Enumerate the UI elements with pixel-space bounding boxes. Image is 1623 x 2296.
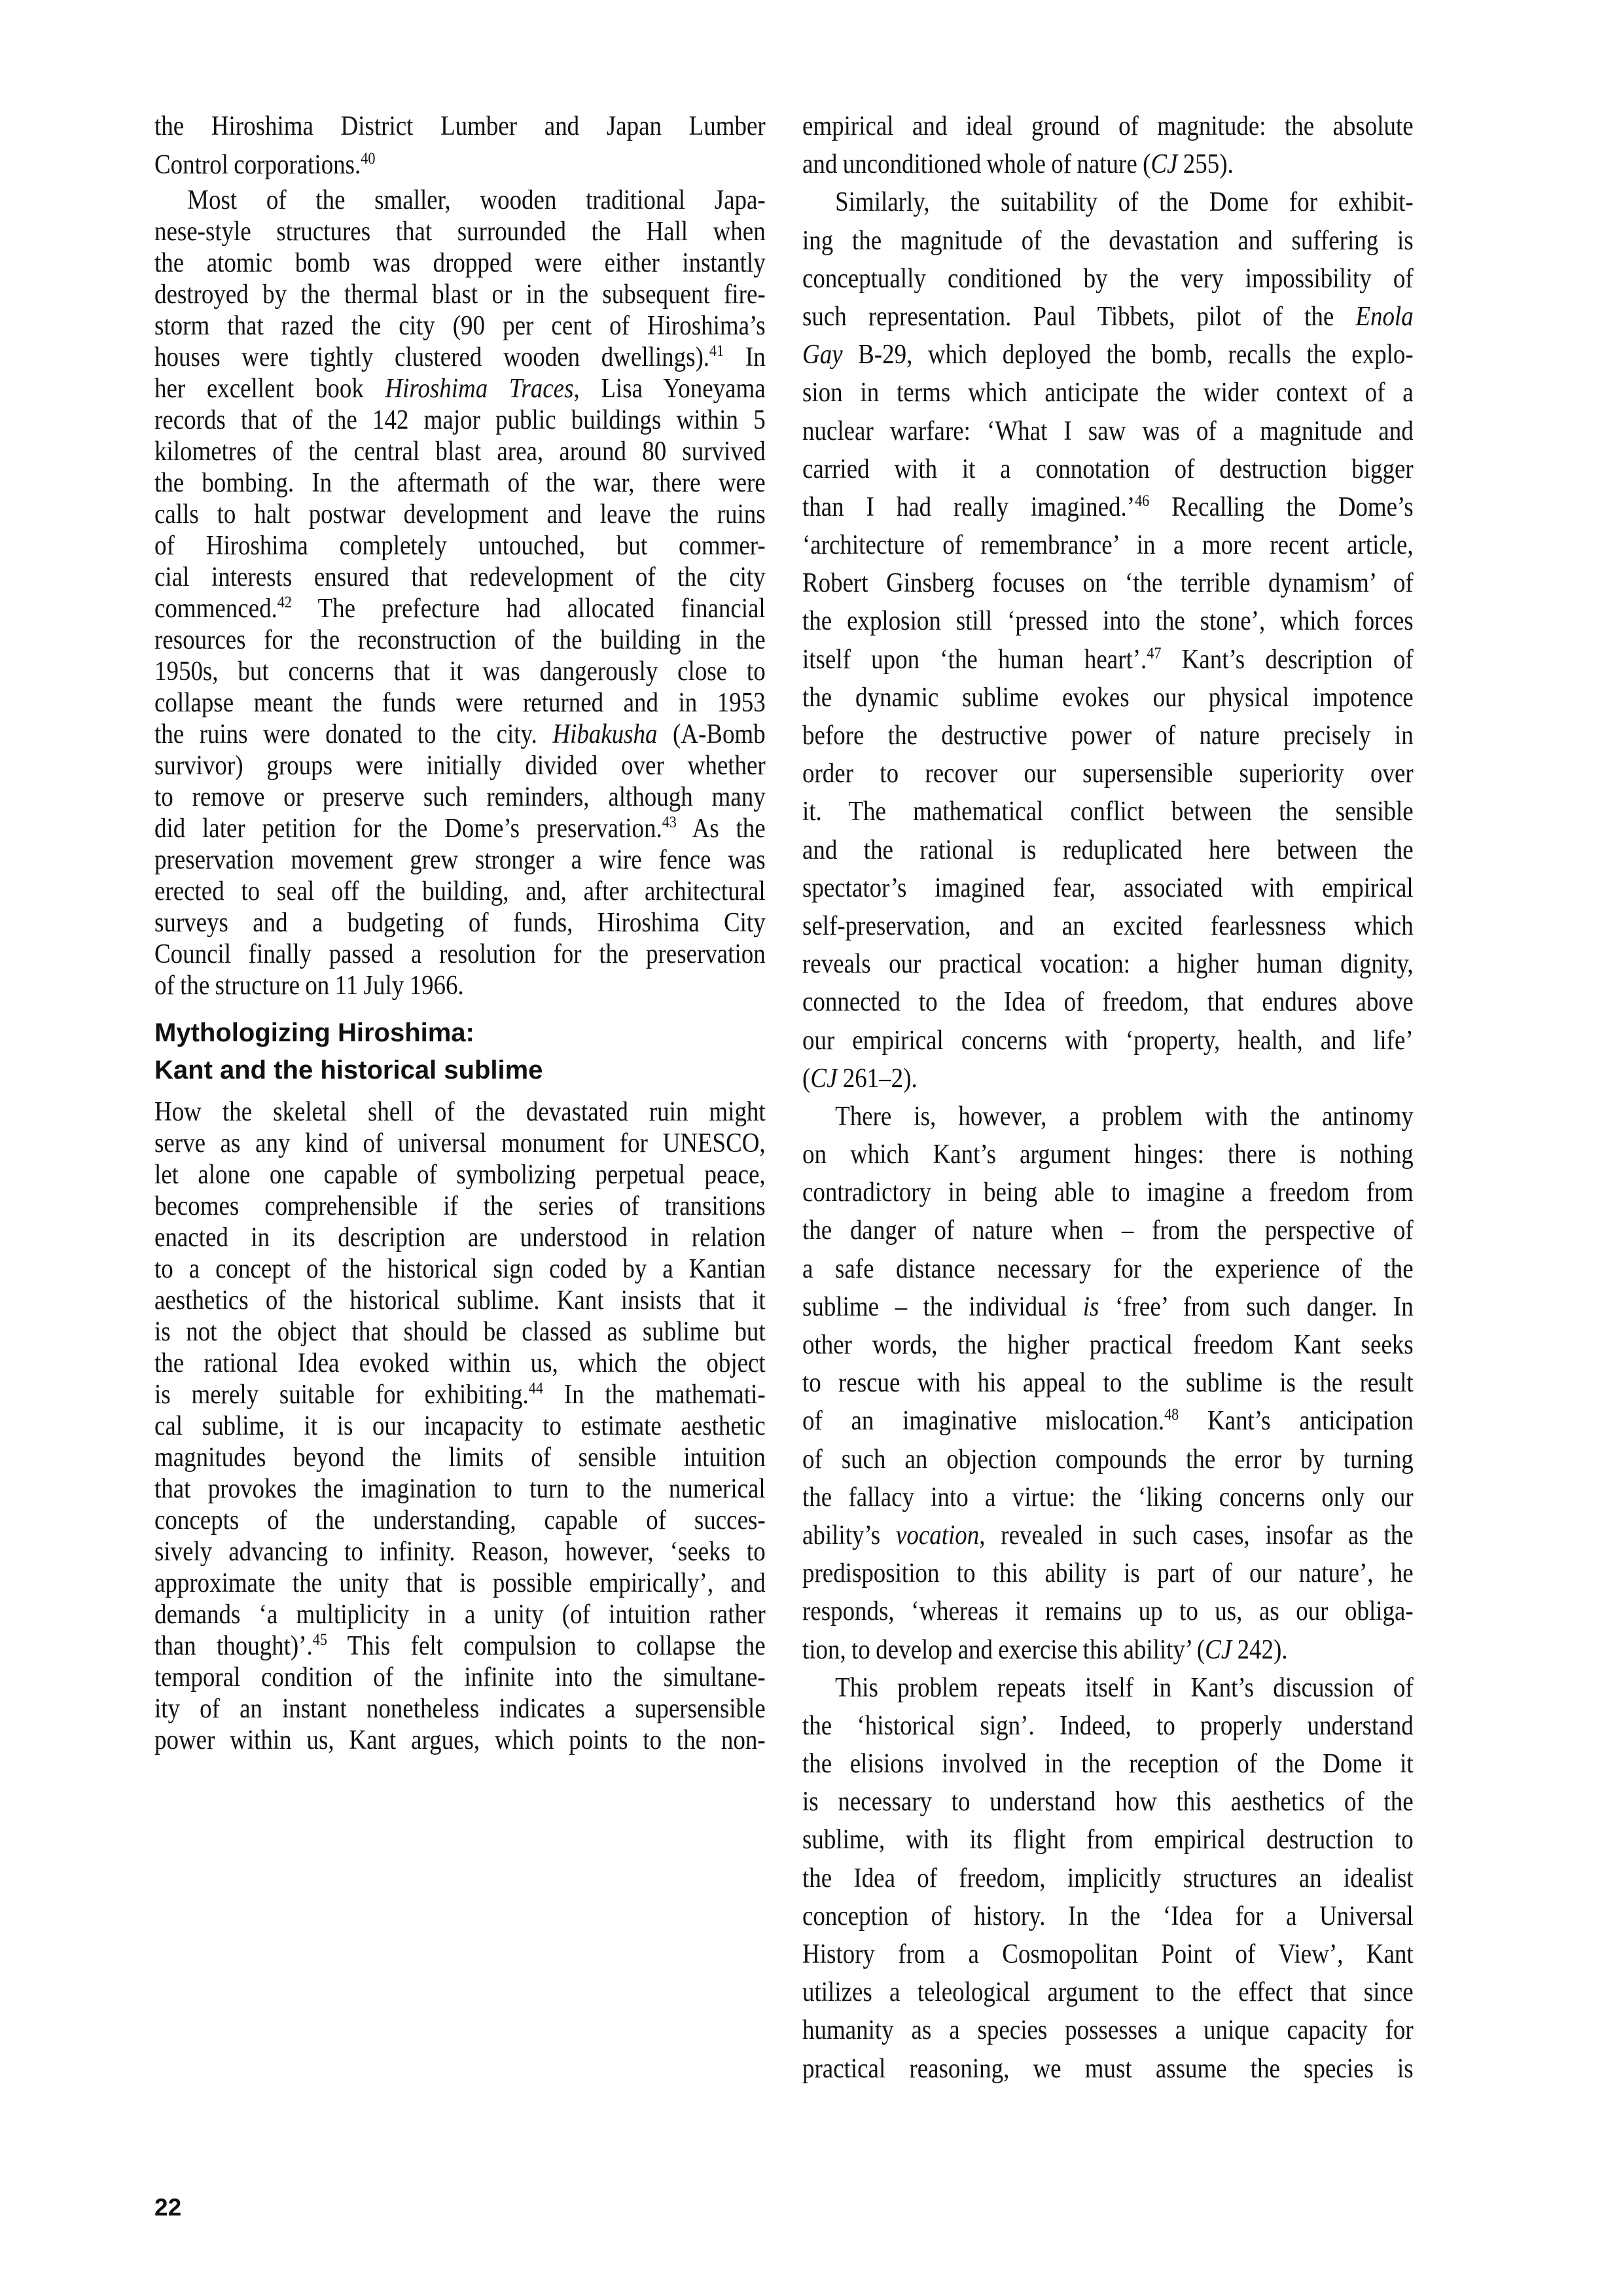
- text-run: the rational Idea evoked within us, which the object: [154, 1348, 766, 1379]
- italic-text: Gay: [802, 340, 843, 370]
- text-run: of an imaginative mislocation.: [802, 1406, 1165, 1437]
- text-run: aesthetics of the historical sublime. Kant insists that it: [154, 1285, 766, 1316]
- text-line: [802, 2050, 1414, 2088]
- text-run: spectator’s imagined fear, associated with empirical: [802, 872, 1414, 903]
- text-line: [802, 412, 1414, 450]
- text-line: [154, 1096, 766, 1128]
- text-run: serve as any kind of universal monument for UNESCO,: [154, 1128, 766, 1159]
- text-run: cal sublime, it is our incapacity to estimate aesthetic: [154, 1411, 766, 1442]
- text-run: records that of the 142 major public buildings within 5: [154, 404, 766, 435]
- text-run: kilometres of the central blast area, around 80 survived: [154, 436, 766, 467]
- text-run: The prefecture had allocated financial: [291, 593, 766, 624]
- text-line: [154, 1662, 766, 1693]
- text-run: enacted in its description are understood in relation: [154, 1223, 766, 1253]
- text-run: temporal condition of the infinite into the simultane-: [154, 1662, 766, 1693]
- text-run: surveys and a budgeting of funds, Hiroshima City: [154, 907, 766, 938]
- text-run: a safe distance necessary for the experience of the: [802, 1253, 1414, 1284]
- text-line: [154, 1442, 766, 1473]
- text-line: [154, 939, 766, 970]
- text-run: connected to the Idea of freedom, that endures above: [802, 987, 1414, 1018]
- text-run: contradictory in being able to imagine a freedom from: [802, 1177, 1414, 1208]
- text-line: [154, 1379, 766, 1410]
- text-run: did later petition for the Dome’s preservation.: [154, 813, 662, 844]
- text-line: [802, 1859, 1414, 1897]
- text-line: [802, 1441, 1414, 1479]
- text-run: of the structure on 11 July 1966.: [154, 970, 464, 1001]
- text-run: power within us, Kant argues, which points to the non-: [154, 1725, 766, 1756]
- text-line: [154, 1348, 766, 1379]
- footnote-reference: 45: [312, 1631, 327, 1649]
- text-run: responds, ‘whereas it remains up to us, as our obliga-: [802, 1596, 1414, 1627]
- text-line: [154, 1725, 766, 1756]
- text-run: magnitudes beyond the limits of sensible intuition: [154, 1443, 766, 1473]
- text-run: This problem repeats itself in Kant’s discussion of: [835, 1672, 1414, 1703]
- text-run: let alone one capable of symbolizing perpetual peace,: [154, 1160, 766, 1191]
- text-run: collapse meant the funds were returned and in 1953: [154, 687, 766, 718]
- text-line: [802, 1669, 1414, 1707]
- text-run: Robert Ginsberg focuses on ‘the terrible dynamism’ of: [802, 568, 1414, 599]
- text-run: Kant’s anticipation: [1179, 1406, 1414, 1437]
- text-line: [802, 1098, 1414, 1136]
- text-line: [802, 336, 1414, 374]
- text-line: [154, 436, 766, 467]
- text-run: the dynamic sublime evokes our physical impotence: [802, 682, 1414, 713]
- text-run: is merely suitable for exhibiting.: [154, 1380, 529, 1410]
- paragraph: [154, 107, 766, 185]
- footnote-reference: 43: [662, 813, 677, 831]
- text-line: [802, 679, 1414, 717]
- text-line: [802, 755, 1414, 793]
- text-line: [154, 1536, 766, 1568]
- text-run: 242).: [1232, 1634, 1288, 1665]
- footnote-reference: 48: [1164, 1406, 1179, 1424]
- text-line: [802, 1174, 1414, 1211]
- text-run: sublime, with its flight from empirical destruction to: [802, 1825, 1414, 1856]
- text-run: the explosion still ‘pressed into the stone’, which forces: [802, 606, 1414, 637]
- text-run: ‘free’ from such danger. In: [1099, 1291, 1414, 1322]
- text-run: There is, however, a problem with the antinomy: [835, 1101, 1414, 1132]
- text-line: [154, 687, 766, 719]
- text-run: nuclear warfare: ‘What I saw was of a magnitude and: [802, 416, 1414, 446]
- text-line: [154, 876, 766, 907]
- text-line: [802, 1707, 1414, 1745]
- text-run: Mythologizing Hiroshima:: [154, 1018, 474, 1047]
- text-line: [802, 602, 1414, 640]
- text-line: [154, 146, 766, 185]
- footnote-reference: 42: [277, 593, 292, 611]
- text-line: [802, 1211, 1414, 1249]
- text-line: [802, 374, 1414, 412]
- text-line: [802, 488, 1414, 526]
- text-run: 1950s, but concerns that it was dangerously close to: [154, 656, 766, 687]
- text-run: Control corporations.: [154, 149, 361, 180]
- text-line: [154, 750, 766, 781]
- text-line: [802, 641, 1414, 679]
- footnote-reference: 44: [528, 1380, 543, 1398]
- text-line: [802, 1592, 1414, 1630]
- text-line: [802, 260, 1414, 298]
- text-run: (: [802, 1063, 811, 1094]
- text-run: the Idea of freedom, implicitly structures an idealist: [802, 1863, 1414, 1893]
- text-line: [154, 279, 766, 310]
- italic-text: Enola: [1355, 301, 1414, 332]
- text-line: [154, 1599, 766, 1630]
- text-run: our empirical concerns with ‘property, health, and life’: [802, 1025, 1414, 1056]
- text-run: predisposition to this ability is part of our nature’, he: [802, 1558, 1414, 1589]
- text-run: (A-Bomb: [657, 719, 766, 749]
- text-line: [154, 1473, 766, 1505]
- italic-text: CJ: [1150, 149, 1178, 180]
- text-line: [154, 813, 766, 844]
- page-number: 22: [154, 2194, 182, 2221]
- text-run: humanity as a species possesses a unique capacity for: [802, 2015, 1414, 2046]
- text-line: [154, 781, 766, 813]
- text-run: concepts of the understanding, capable of succes-: [154, 1505, 766, 1536]
- text-run: ing the magnitude of the devastation and suffering is: [802, 225, 1414, 256]
- text-line: [154, 656, 766, 687]
- text-run: than I had really imagined.’: [802, 492, 1135, 522]
- text-run: 261–2).: [837, 1063, 918, 1094]
- text-run: sion in terms which anticipate the wider context of a: [802, 378, 1414, 408]
- text-run: the atomic bomb was dropped were either instantly: [154, 247, 766, 278]
- text-line: [154, 1191, 766, 1222]
- paragraph: [802, 1669, 1414, 2088]
- text-run: Most of the smaller, wooden traditional Japa-: [187, 185, 766, 215]
- text-line: [802, 945, 1414, 983]
- text-run: the ‘historical sign’. Indeed, to properly understand: [802, 1710, 1414, 1741]
- text-line: [802, 907, 1414, 945]
- text-line: [802, 145, 1414, 183]
- text-run: than thought)’.: [154, 1631, 313, 1662]
- text-run: of Hiroshima completely untouched, but commer-: [154, 530, 766, 561]
- text-line: [154, 562, 766, 593]
- text-run: the elisions involved in the reception of the Dome it: [802, 1749, 1414, 1780]
- text-run: that provokes the imagination to turn to the numerical: [154, 1474, 766, 1505]
- text-run: demands ‘a multiplicity in a unity (of intuition rather: [154, 1600, 766, 1630]
- text-line: [154, 1316, 766, 1348]
- text-run: her excellent book: [154, 373, 385, 404]
- paragraph: [802, 1098, 1414, 1669]
- italic-text: is: [1082, 1291, 1099, 1322]
- footnote-reference: 40: [361, 149, 376, 168]
- text-run: and the rational is reduplicated here between the: [802, 834, 1414, 865]
- text-line: [802, 1250, 1414, 1288]
- text-line: [154, 907, 766, 939]
- text-run: such representation. Paul Tibbets, pilot of the: [802, 301, 1356, 332]
- text-run: , revealed in such cases, insofar as the: [979, 1520, 1414, 1551]
- text-line: [154, 404, 766, 436]
- text-line: [802, 1935, 1414, 1973]
- text-line: [154, 310, 766, 342]
- text-run: of such an objection compounds the error by turning: [802, 1444, 1414, 1475]
- text-run: History from a Cosmopolitan Point of View’, Kant: [802, 1939, 1414, 1969]
- footnote-reference: 41: [709, 342, 724, 360]
- text-run: before the destructive power of nature precisely in: [802, 721, 1414, 751]
- text-run: preservation movement grew stronger a wire fence was: [154, 844, 766, 875]
- text-line: [802, 1631, 1414, 1669]
- text-line: [802, 183, 1414, 221]
- text-run: is not the object that should be classed as sublime but: [154, 1317, 766, 1348]
- text-line: [802, 1973, 1414, 2011]
- text-line: [154, 1568, 766, 1599]
- text-line: [802, 1479, 1414, 1516]
- text-run: approximate the unity that is possible empirically’, and: [154, 1568, 766, 1599]
- text-run: the ruins were donated to the city.: [154, 719, 553, 749]
- text-run: sively advancing to infinity. Reason, however, ‘seeks to: [154, 1537, 766, 1568]
- section-heading: [154, 1014, 766, 1090]
- text-run: B-29, which deployed the bomb, recalls the explo-: [842, 340, 1414, 370]
- text-line: [154, 1128, 766, 1159]
- text-run: nese-style structures that surrounded the Hall when: [154, 216, 766, 247]
- text-line: [154, 1693, 766, 1725]
- text-run: Recalling the Dome’s: [1149, 492, 1414, 522]
- text-run: reveals our practical vocation: a higher human dignity,: [802, 949, 1414, 980]
- text-run: to remove or preserve such reminders, although many: [154, 781, 766, 812]
- heading-line: [154, 1052, 766, 1090]
- text-line: [154, 593, 766, 624]
- paragraph: [802, 107, 1414, 183]
- text-line: [154, 373, 766, 404]
- text-line: [154, 719, 766, 750]
- text-line: [154, 1159, 766, 1191]
- text-run: How the skeletal shell of the devastated ruin might: [154, 1097, 766, 1128]
- text-line: [802, 1136, 1414, 1174]
- text-run: storm that razed the city (90 per cent of Hiroshima’s: [154, 310, 766, 341]
- text-line: [154, 1505, 766, 1536]
- text-line: [802, 564, 1414, 602]
- text-run: conception of history. In the ‘Idea for a Universal: [802, 1901, 1414, 1931]
- text-line: [802, 793, 1414, 831]
- italic-text: Hiroshima Traces: [385, 373, 574, 404]
- text-run: utilizes a teleological argument to the effect that since: [802, 1977, 1414, 2008]
- text-line: [802, 2011, 1414, 2049]
- text-run: destroyed by the thermal blast or in the subsequent fire-: [154, 279, 766, 310]
- paragraph: [154, 1096, 766, 1756]
- text-line: [802, 1783, 1414, 1821]
- text-run: Kant’s description of: [1161, 644, 1414, 675]
- text-line: [154, 342, 766, 373]
- text-run: the Hiroshima District Lumber and Japan Lumber: [154, 111, 766, 141]
- paragraph: [802, 183, 1414, 1098]
- text-run: it. The mathematical conflict between the sensible: [802, 797, 1414, 827]
- text-line: [154, 1285, 766, 1316]
- text-line: [802, 107, 1414, 145]
- text-run: 255).: [1177, 149, 1234, 180]
- text-run: self-preservation, and an excited fearlessness which: [802, 910, 1414, 941]
- text-run: conceptually conditioned by the very impossibility of: [802, 263, 1414, 294]
- text-run: on which Kant’s argument hinges: there is nothing: [802, 1139, 1414, 1170]
- text-run: to rescue with his appeal to the sublime is the result: [802, 1368, 1414, 1399]
- text-run: itself upon ‘the human heart’.: [802, 644, 1147, 675]
- text-line: [802, 1364, 1414, 1402]
- text-line: [154, 1222, 766, 1253]
- text-run: to a concept of the historical sign coded by a Kantian: [154, 1254, 766, 1285]
- text-run: practical reasoning, we must assume the species is: [802, 2053, 1414, 2084]
- text-line: [154, 1630, 766, 1662]
- text-run: Kant and the historical sublime: [154, 1056, 543, 1085]
- text-line: [154, 844, 766, 876]
- text-run: ‘architecture of remembrance’ in a more recent article,: [802, 530, 1414, 561]
- text-line: [154, 467, 766, 499]
- right-column: [802, 107, 1414, 2088]
- text-run: becomes comprehensible if the series of transitions: [154, 1191, 766, 1222]
- text-run: Similarly, the suitability of the Dome for exhibit-: [835, 187, 1414, 218]
- text-line: [802, 1326, 1414, 1364]
- text-line: [802, 222, 1414, 260]
- text-run: This felt compulsion to collapse the: [327, 1631, 766, 1662]
- text-line: [802, 717, 1414, 755]
- text-run: In the mathemati-: [543, 1380, 766, 1410]
- text-line: [154, 530, 766, 562]
- text-run: ity of an instant nonetheless indicates a supersensible: [154, 1694, 766, 1725]
- footnote-reference: 46: [1135, 492, 1150, 510]
- text-line: [154, 970, 766, 1001]
- text-run: , Lisa Yoneyama: [573, 373, 766, 404]
- text-line: [802, 869, 1414, 907]
- text-run: carried with it a connotation of destruction bigger: [802, 454, 1414, 484]
- text-run: sublime – the individual: [802, 1291, 1083, 1322]
- text-line: [802, 298, 1414, 336]
- text-run: the bombing. In the aftermath of the war, there were: [154, 467, 766, 498]
- text-line: [154, 1410, 766, 1442]
- paragraph: [154, 185, 766, 1001]
- text-line: [802, 1060, 1414, 1098]
- text-line: [802, 1821, 1414, 1859]
- text-run: commenced.: [154, 593, 277, 624]
- text-line: [802, 1897, 1414, 1935]
- text-run: the danger of nature when – from the perspective of: [802, 1215, 1414, 1246]
- footnote-reference: 47: [1147, 644, 1162, 662]
- text-run: survivor) groups were initially divided over whether: [154, 750, 766, 781]
- text-run: is necessary to understand how this aesthetics of the: [802, 1787, 1414, 1818]
- text-line: [802, 526, 1414, 564]
- text-run: and unconditioned whole of nature (: [802, 149, 1151, 180]
- italic-text: vocation: [895, 1520, 980, 1551]
- text-line: [802, 1516, 1414, 1554]
- text-run: tion, to develop and exercise this ability’ (: [802, 1634, 1205, 1665]
- text-run: houses were tightly clustered wooden dwellings).: [154, 342, 710, 372]
- italic-text: CJ: [810, 1063, 838, 1094]
- text-run: erected to seal off the building, and, after architectural: [154, 876, 766, 906]
- text-line: [802, 983, 1414, 1021]
- text-line: [802, 1402, 1414, 1440]
- text-line: [154, 216, 766, 247]
- text-line: [802, 831, 1414, 869]
- text-run: Council finally passed a resolution for the preservation: [154, 939, 766, 969]
- left-column: [154, 107, 766, 1756]
- text-run: resources for the reconstruction of the building in the: [154, 624, 766, 655]
- text-line: [802, 1554, 1414, 1592]
- text-line: [154, 185, 766, 216]
- text-line: [154, 1253, 766, 1285]
- text-line: [154, 624, 766, 656]
- text-line: [154, 499, 766, 530]
- text-line: [802, 1288, 1414, 1326]
- text-line: [802, 1745, 1414, 1783]
- italic-text: CJ: [1205, 1634, 1232, 1665]
- text-line: [802, 450, 1414, 488]
- text-run: ability’s: [802, 1520, 896, 1551]
- text-run: cial interests ensured that redevelopment of the city: [154, 562, 766, 592]
- text-run: order to recover our supersensible superiority over: [802, 759, 1414, 789]
- text-line: [802, 1022, 1414, 1060]
- text-line: [154, 107, 766, 146]
- text-run: In: [724, 342, 766, 372]
- text-run: empirical and ideal ground of magnitude: the absolute: [802, 111, 1414, 141]
- text-run: other words, the higher practical freedom Kant seeks: [802, 1330, 1414, 1360]
- text-run: the fallacy into a virtue: the ‘liking concerns only our: [802, 1482, 1414, 1513]
- italic-text: Hibakusha: [552, 719, 658, 749]
- text-run: calls to halt postwar development and leave the ruins: [154, 499, 766, 529]
- text-run: As the: [676, 813, 766, 844]
- heading-line: [154, 1014, 766, 1052]
- text-line: [154, 247, 766, 279]
